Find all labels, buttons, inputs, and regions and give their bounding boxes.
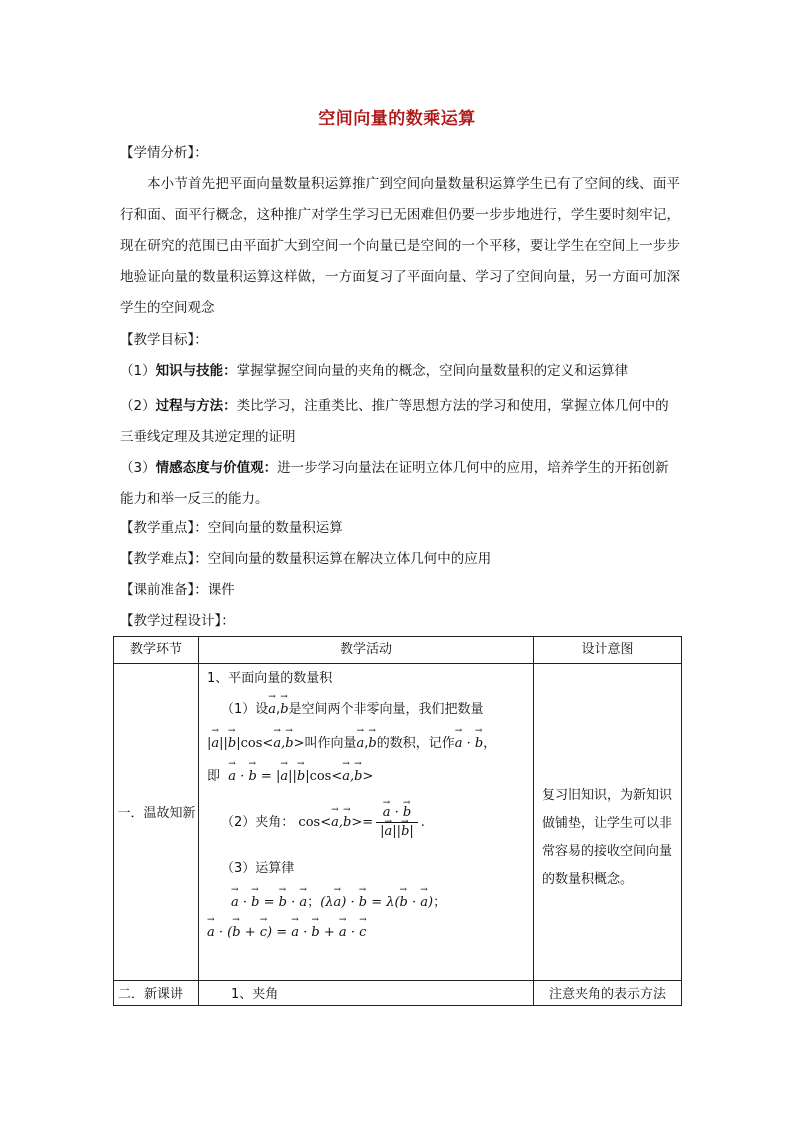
laws-heading: （3）运算律 [221, 861, 295, 876]
header-activity: 教学活动 [199, 637, 534, 664]
definition-line3-prefix: 即 [207, 769, 221, 784]
vector-a: → a [268, 702, 276, 717]
activity-2-text: 1、夹角 [231, 987, 279, 1002]
vector-b: → b [280, 702, 288, 717]
preparation [120, 579, 680, 601]
purpose-cell [534, 981, 682, 1006]
laws-line-2: → a · (→ b + → c) = → a · → b + → a · → c [207, 925, 366, 940]
goal-3-label: 情感态度与价值观： [155, 460, 278, 476]
document-title: 空间向量的数乘运算 [318, 109, 476, 129]
key-point-text: 空间向量的数量积运算 [207, 520, 343, 536]
purpose-cell [534, 664, 682, 981]
key-point-label: 【教学重点】： [120, 520, 208, 536]
lesson-table [113, 636, 682, 1006]
definition-mid: 是空间两个非零向量，我们把数量 [288, 702, 484, 717]
preparation-label: 【课前准备】： [120, 582, 208, 598]
key-point [120, 517, 680, 539]
goal-1-num: （1） [120, 363, 156, 379]
goal-3-text: 进一步学习向量法在证明立体几何中的应用，培养学生的开拓创新能力和举一反三的能力。 [120, 460, 669, 507]
dot-product-formula: → a · → b = |→ a||→ b|cos<→ a,→ b> [228, 769, 373, 784]
goal-3 [120, 453, 680, 515]
header-stage: 教学环节 [114, 637, 199, 664]
goals-heading: 【教学目标】： [120, 332, 208, 348]
definition-line2-mid: 叫作向量 [304, 736, 357, 751]
difficulty-point [120, 548, 680, 570]
angle-prefix: （2）夹角： [221, 815, 295, 830]
table-row [114, 981, 682, 1006]
activity-cell [199, 664, 534, 981]
stage-cell [114, 981, 199, 1006]
goal-1-text: 掌握掌握空间向量的夹角的概念，空间向量数量积的定义和运算律 [236, 363, 629, 379]
analysis-paragraph: 本小节首先把平面向量数量积运算推广到空间向量数量积运算学生已有了空间的线、面平行和面、面平行概念，这种推广对学生学习已无困难但仍要一步步地进行，学生要时刻牢记，现在研究的范围已由平面扩大到空间一个向量已是空间的一个平移，要让学生在空间上一步步地验证向量的数量积运算这样做，一方面复习了平面向量、学习了空间向量，另一方面可加深学生的空间观念 [120, 176, 680, 316]
purpose-text-2: 注意夹角的表示方法 [548, 987, 666, 1002]
table-row [114, 664, 682, 981]
goal-1-label: 知识与技能： [155, 363, 237, 379]
definition-line-1: （1）设→ a,→ b是空间两个非零向量，我们把数量 [221, 698, 484, 717]
analysis-heading: 【学情分析】： [120, 145, 208, 161]
preparation-text: 课件 [207, 582, 235, 598]
stage-2-label: 二．新课讲 [118, 987, 184, 1002]
goal-2-num: （2） [120, 398, 156, 414]
goal-2 [120, 391, 680, 453]
angle-formula: cos<→ a,→ b>= → $\frac{a \cdot \to b}{|\to a||\to b|}$ . [298, 815, 425, 830]
goal-2-text: 类比学习，注重类比、推广等思想方法的学习和使用，掌握立体几何中的三垂线定理及其逆定理的证明 [120, 398, 669, 445]
laws-line-1: → a · → b = → b · → a；(λ→ a) · → b = λ(→ b · → a)； [231, 891, 446, 910]
angle-formula-line [221, 804, 425, 841]
definition-prefix: （1）设 [221, 702, 269, 717]
goal-1 [120, 360, 680, 382]
dot-product-expression: |→ a||→ b|cos<→ a,→ b> [207, 736, 304, 751]
goal-3-num: （3） [120, 460, 156, 476]
stage-cell [114, 664, 199, 981]
dot-notation: → a · → b [455, 736, 484, 751]
stage-1-label: 一．温故知新 [117, 806, 196, 821]
design-heading: 【教学过程设计】： [120, 613, 235, 629]
definition-line-3 [207, 765, 373, 784]
table-header-row [114, 637, 682, 664]
definition-line2-suffix: 的数积，记作 [376, 736, 455, 751]
difficulty-text: 空间向量的数量积运算在解决立体几何中的应用 [207, 551, 492, 567]
header-purpose: 设计意图 [534, 637, 682, 664]
purpose-text-1: 复习旧知识，为新知识做铺垫，让学生可以非常容易的接收空间向量的数量积概念。 [542, 788, 673, 887]
definition-line-2: |→ a||→ b|cos<→ a,→ b>叫作向量→ a,→ b的数积，记作→ a · → b， [207, 732, 496, 751]
goal-2-label: 过程与方法： [155, 398, 237, 414]
difficulty-label: 【教学难点】： [120, 551, 208, 567]
activity-item-1: 1、平面向量的数量积 [207, 671, 333, 686]
activity-cell [199, 981, 534, 1006]
